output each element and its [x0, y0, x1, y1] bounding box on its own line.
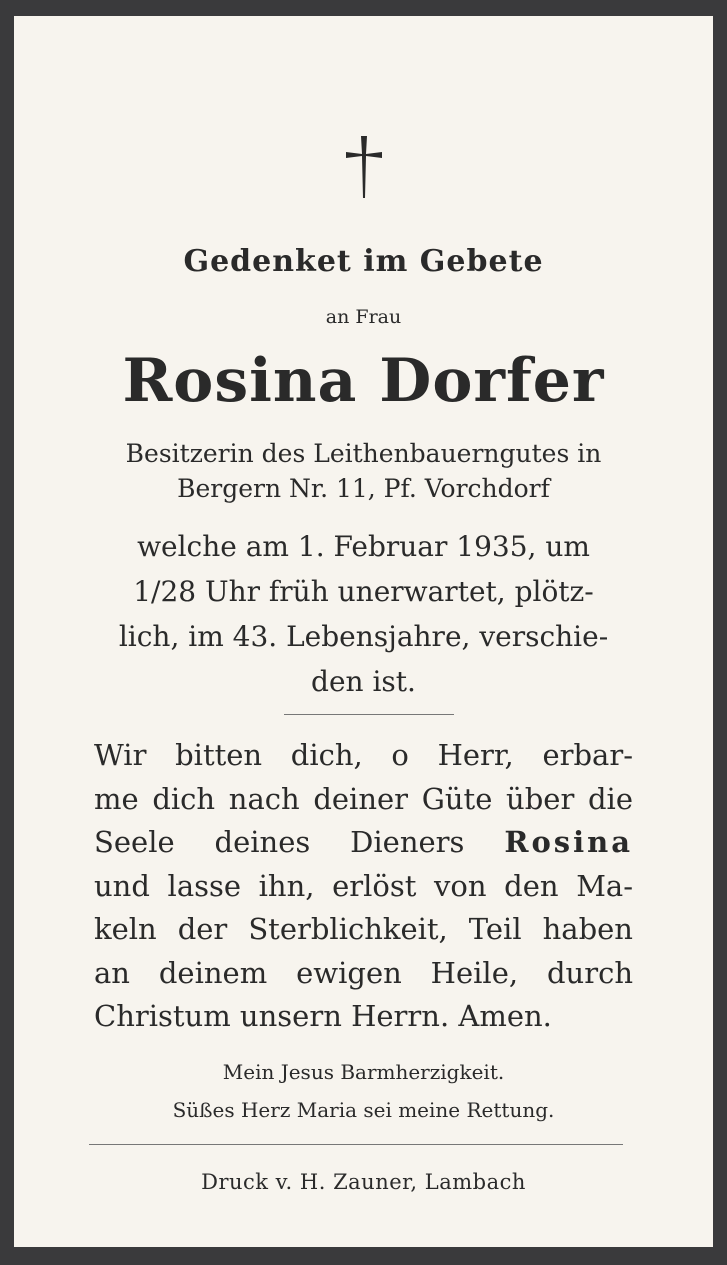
death-notice-line: den ist. [311, 665, 416, 698]
prayer-text: Seele deines Dieners [94, 825, 465, 859]
prayer [94, 734, 633, 1039]
cross-icon [342, 134, 386, 200]
ejaculation-1: Mein Jesus Barmherzigkeit. [222, 1060, 505, 1084]
prayer-line: an deinem ewigen Heile, durch [94, 955, 633, 990]
prayer-name: Rosina [504, 825, 634, 859]
death-notice-line: welche am 1. Februar 1935, um [137, 530, 590, 563]
an-frau-label: an Frau [325, 306, 402, 328]
printer-credit: Druck v. H. Zauner, Lambach [201, 1170, 526, 1194]
heading: Gedenket im Gebete [183, 244, 544, 279]
deceased-name: Rosina Dorfer [122, 346, 605, 416]
divider [284, 714, 454, 715]
prayer-line [94, 821, 633, 865]
prayer-line: keln der Sterblichkeit, Teil haben [94, 912, 633, 946]
death-notice [94, 524, 633, 704]
ejaculation-2: Süßes Herz Maria sei meine Rettung. [172, 1098, 555, 1122]
prayer-line: me dich nach deiner Güte über die [94, 781, 633, 816]
card-paper [14, 16, 713, 1247]
death-notice-line: lich, im 43. Lebensjahre, verschie- [118, 620, 609, 653]
description-line: Bergern Nr. 11, Pf. Vorchdorf [177, 474, 550, 503]
description-line: Besitzerin des Leithenbauerngutes in [125, 439, 602, 468]
death-notice-line: 1/28 Uhr früh unerwartet, plötz- [133, 575, 594, 608]
divider [89, 1144, 623, 1145]
prayer-line: Wir bitten dich, o Herr, erbar- [94, 738, 633, 772]
prayer-line: Christum unsern Herrn. Amen. [94, 999, 552, 1033]
description [94, 436, 633, 506]
prayer-line: und lasse ihn, erlöst von den Ma- [94, 868, 633, 903]
